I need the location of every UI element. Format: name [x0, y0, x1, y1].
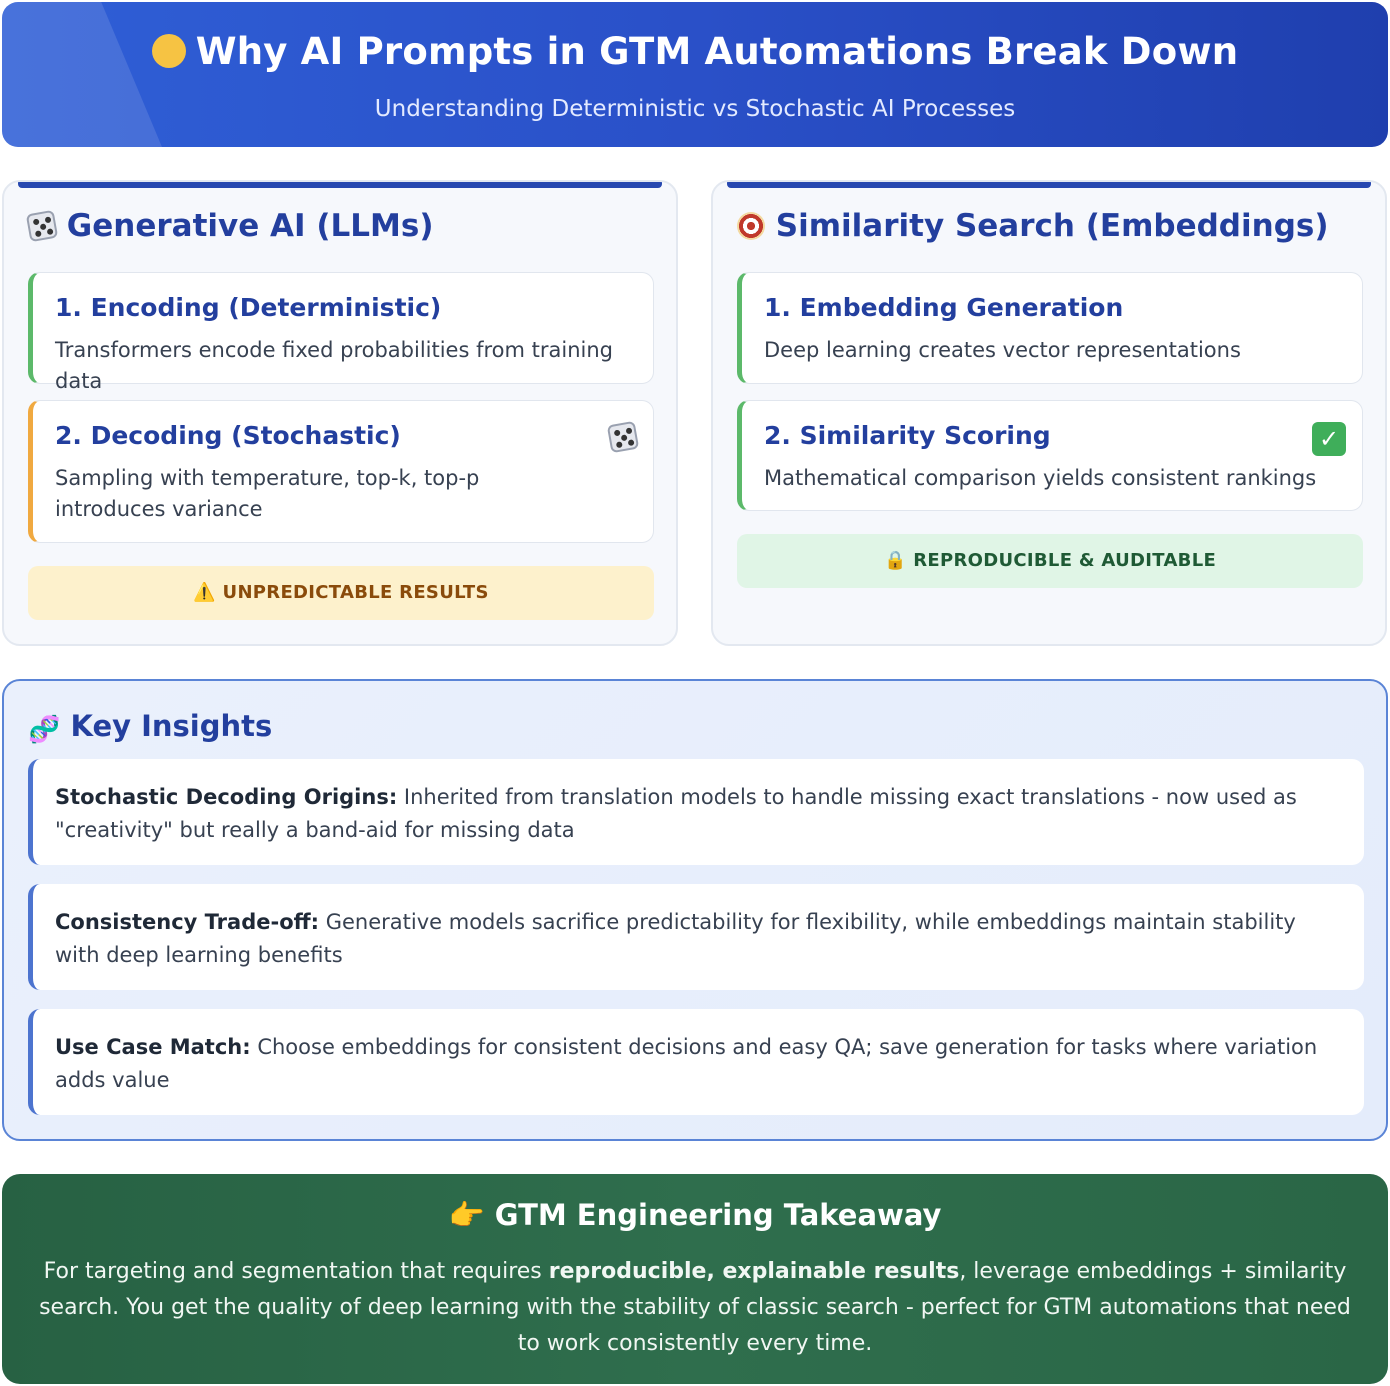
page-title: Why AI Prompts in GTM Automations Break Down [2, 30, 1388, 73]
dna-icon: 🧬 [28, 715, 61, 745]
takeaway-text: For targeting and segmentation that requires reproducible, explainable results, leverage embeddings + similarity search. You get the quality of deep learning with the stability of classic search - perfect for GTM automations that need to work consistently every time. [39, 1259, 1351, 1356]
takeaway-section [2, 1174, 1388, 1384]
insight-item [28, 884, 1364, 990]
encoding-step-title: 1. Encoding (Deterministic) [55, 293, 442, 322]
pointing-hand-icon: 👉 [448, 1198, 485, 1232]
dice-icon [26, 210, 58, 242]
embedding-step-title: 1. Embedding Generation [764, 293, 1124, 322]
generative-ai-heading: Generative AI (LLMs) [28, 208, 434, 244]
insight-label: Consistency Trade-off: [55, 910, 320, 934]
warning-icon: ⚠️ [193, 582, 216, 603]
insight-item [28, 1009, 1364, 1115]
takeaway-heading: 👉 GTM Engineering Takeaway [448, 1198, 942, 1232]
scoring-step [737, 400, 1363, 511]
decoding-step [28, 400, 654, 543]
scoring-step-title: 2. Similarity Scoring [764, 421, 1051, 450]
key-insights-section [2, 679, 1388, 1141]
similarity-search-heading: Similarity Search (Embeddings) [737, 208, 1329, 244]
dice-icon [609, 421, 637, 454]
insight-item [28, 759, 1364, 865]
insight-text: Generative models sacrifice predictability for flexibility, while embeddings maintain stability with deep learning benefits [55, 910, 1296, 967]
encoding-step-desc: Transformers encode fixed probabilities from training data [55, 338, 613, 393]
insight-label: Stochastic Decoding Origins: [55, 785, 398, 809]
insight-label: Use Case Match: [55, 1035, 251, 1059]
lock-icon: 🔒 [883, 550, 907, 571]
encoding-step [28, 272, 654, 393]
insight-text: Choose embeddings for consistent decisions and easy QA; save generation for tasks where variation adds value [55, 1035, 1318, 1092]
embedding-step [737, 272, 1363, 384]
header-banner [2, 2, 1388, 147]
check-icon: ✓ [1312, 421, 1346, 456]
key-insights-heading: 🧬 Key Insights [28, 709, 273, 745]
insight-text: Inherited from translation models to handle missing exact translations - now used as "creativity" but really a band-aid for missing data [55, 785, 1297, 842]
scoring-step-desc: Mathematical comparison yields consistent rankings [764, 466, 1317, 490]
page-subtitle: Understanding Deterministic vs Stochastic AI Processes [374, 96, 1016, 122]
similarity-search-panel [711, 180, 1387, 646]
header-decoration [2, 2, 162, 147]
embedding-step-desc: Deep learning creates vector representations [764, 338, 1241, 362]
target-icon [737, 212, 765, 240]
decoding-step-title: 2. Decoding (Stochastic) [55, 421, 401, 450]
reproducible-status-badge: 🔒 REPRODUCIBLE & AUDITABLE [737, 534, 1363, 588]
decoding-step-desc: Sampling with temperature, top-k, top-p introduces variance [55, 466, 480, 521]
generative-ai-panel [2, 180, 678, 646]
unpredictable-status-badge: ⚠️ UNPREDICTABLE RESULTS [28, 566, 654, 620]
thinking-face-icon [152, 34, 186, 68]
